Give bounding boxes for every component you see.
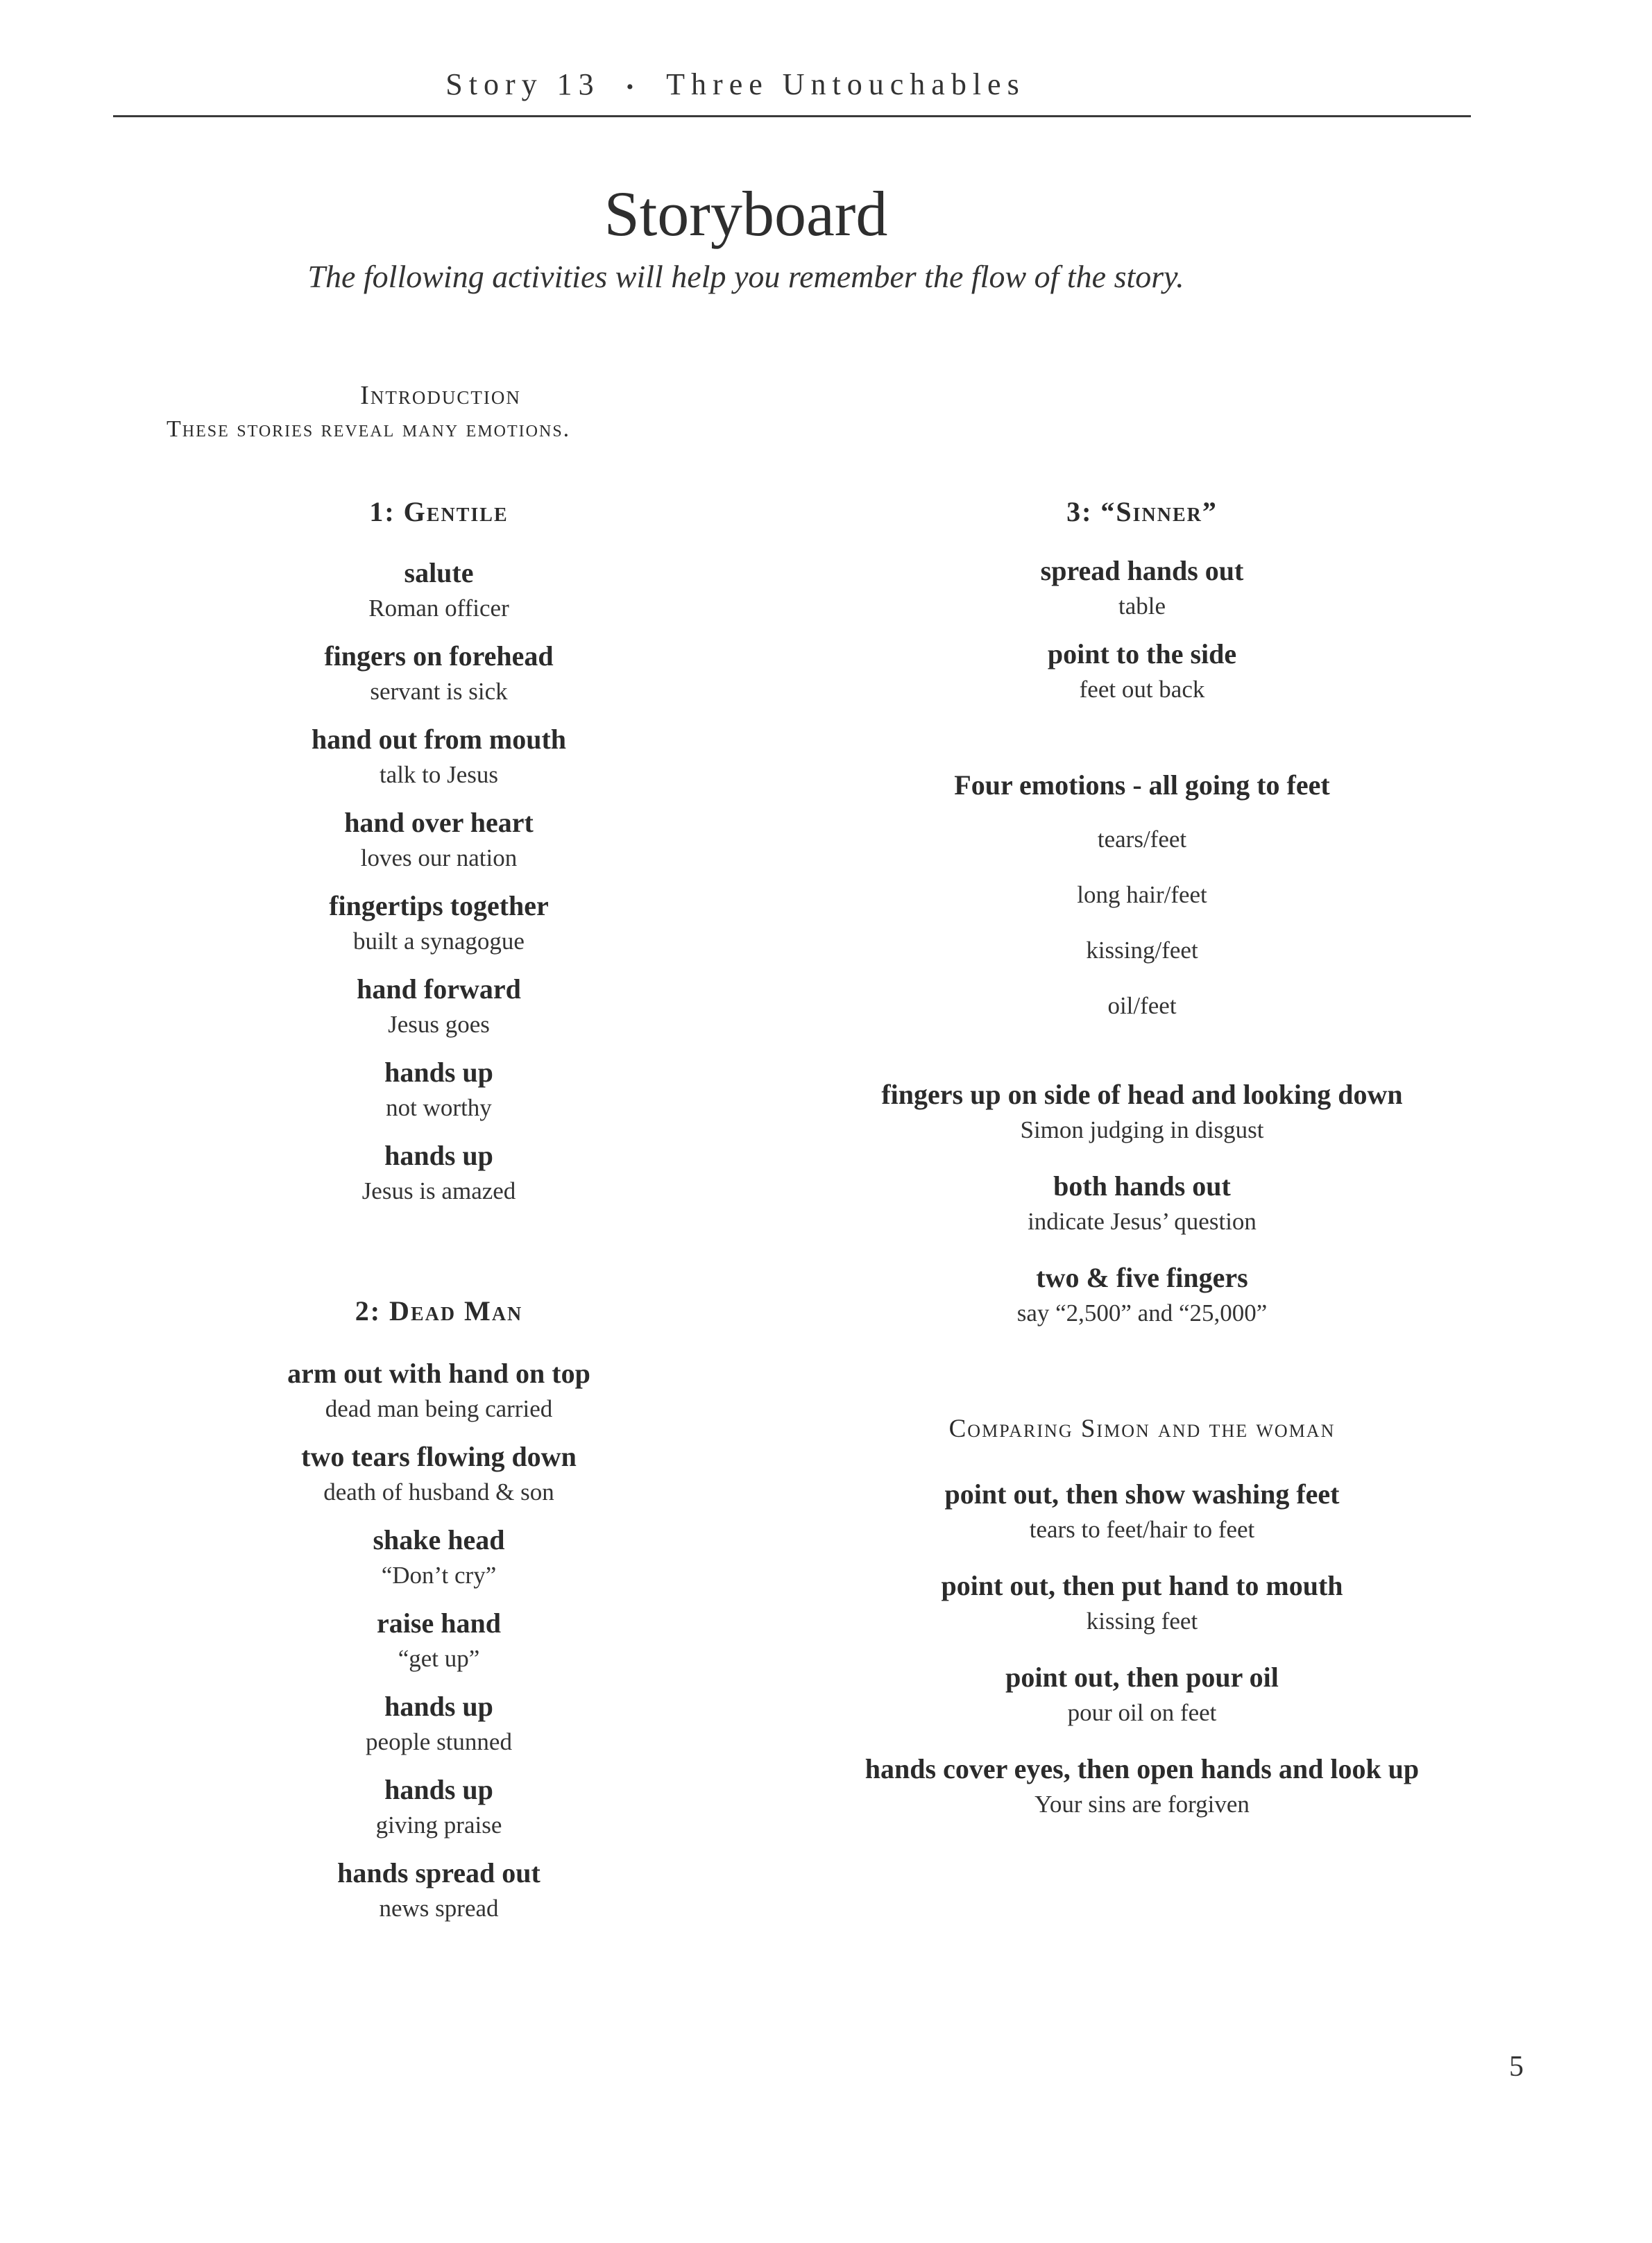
section-gentile-heading: 1: Gentile [369,496,509,527]
storyboard-item [167,888,711,959]
meaning-text: “get up” [398,1645,480,1672]
storyboard-item [805,553,1479,624]
section-dead-man-heading: 2: Dead Man [355,1295,523,1327]
gesture-text: two tears flowing down [301,1441,577,1472]
comparing-heading: Comparing Simon and the woman [948,1415,1336,1443]
meaning-text: dead man being carried [325,1395,553,1422]
storyboard-item [805,1168,1479,1239]
meaning-text: Simon judging in disgust [1020,1116,1264,1143]
gesture-text: hands up [384,1057,493,1088]
gesture-text: fingers on forehead [324,640,554,672]
meaning-text: feet out back [1079,676,1205,703]
storyboard-item [167,638,711,709]
gesture-text: hands spread out [337,1857,540,1888]
storyboard-item [167,1356,711,1426]
storyboard-item [805,1751,1479,1822]
meaning-text: Your sins are forgiven [1034,1791,1250,1818]
storyboard-item [805,1660,1479,1730]
emotion-item: oil/feet [1107,992,1177,1019]
meaning-text: not worthy [386,1094,492,1121]
gesture-text: hand over heart [344,807,534,838]
gesture-text: hand out from mouth [311,724,567,755]
gesture-text: point out, then pour oil [1005,1662,1279,1693]
storyboard-item [167,971,711,1042]
page-subtitle: The following activities will help you remember the flow of the story. [307,259,1184,294]
storyboard-item [167,1522,711,1593]
emotion-item: kissing/feet [1086,937,1198,964]
story-label: Story 13 [445,67,600,101]
introduction-heading: Introduction [360,381,521,410]
storyboard-item [167,1138,711,1209]
right-column [805,0,1479,2243]
meaning-text: built a synagogue [353,928,525,955]
gesture-text: salute [404,557,474,588]
story-title: Three Untouchables [666,67,1025,101]
meaning-text: table [1118,592,1166,620]
gesture-text: fingers up on side of head and looking down [881,1079,1403,1110]
gesture-text: spread hands out [1040,555,1244,586]
page-number: 5 [1509,2051,1524,2083]
introduction-text: These stories reveal many emotions. [167,416,571,442]
meaning-text: loves our nation [360,844,518,871]
meaning-text: giving praise [375,1811,502,1839]
storyboard-item [167,1055,711,1125]
meaning-text: “Don’t cry” [381,1562,497,1589]
gesture-text: hands up [384,1140,493,1171]
separator-bullet: • [626,75,640,99]
gesture-text: hands up [384,1691,493,1722]
gesture-text: point out, then put hand to mouth [941,1570,1343,1601]
gesture-text: fingertips together [329,890,549,921]
storyboard-item [167,722,711,792]
storyboard-item [167,1689,711,1759]
gesture-text: hands cover eyes, then open hands and look up [865,1753,1420,1784]
storyboard-item [167,1605,711,1676]
gesture-text: raise hand [377,1607,501,1639]
storyboard-item [167,1439,711,1510]
gesture-text: arm out with hand on top [287,1358,590,1389]
storyboard-item [167,805,711,876]
meaning-text: pour oil on feet [1067,1699,1217,1726]
meaning-text: Jesus is amazed [361,1177,516,1204]
meaning-text: people stunned [366,1728,512,1755]
meaning-text: Jesus goes [388,1011,490,1038]
left-column [167,0,711,2243]
storyboard-item [805,636,1479,707]
gesture-text: both hands out [1053,1170,1231,1202]
four-emotions-heading: Four emotions - all going to feet [954,769,1330,801]
section-sinner-heading: 3: “Sinner” [1066,496,1218,527]
storyboard-item [167,1772,711,1843]
meaning-text: Roman officer [368,595,509,622]
gesture-text: two & five fingers [1036,1262,1248,1293]
gesture-text: hand forward [357,973,521,1005]
meaning-text: tears to feet/hair to feet [1029,1516,1255,1543]
gesture-text: point to the side [1047,638,1237,670]
meaning-text: talk to Jesus [379,761,499,788]
meaning-text: news spread [379,1895,499,1922]
meaning-text: say “2,500” and “25,000” [1016,1299,1268,1327]
storyboard-item [805,1260,1479,1331]
gesture-text: shake head [373,1524,505,1555]
storyboard-item [805,1476,1479,1547]
meaning-text: kissing feet [1086,1607,1198,1635]
meaning-text: indicate Jesus’ question [1028,1208,1257,1235]
gesture-text: point out, then show washing feet [944,1478,1340,1510]
page-title: Storyboard [604,178,888,249]
meaning-text: death of husband & son [323,1478,554,1506]
storyboard-item [805,1568,1479,1639]
storyboard-item [167,1855,711,1926]
emotion-item: long hair/feet [1077,881,1207,908]
meaning-text: servant is sick [370,678,508,705]
gesture-text: hands up [384,1774,493,1805]
storyboard-item [167,555,711,626]
storyboard-item [805,1077,1479,1148]
emotion-item: tears/feet [1097,826,1187,853]
